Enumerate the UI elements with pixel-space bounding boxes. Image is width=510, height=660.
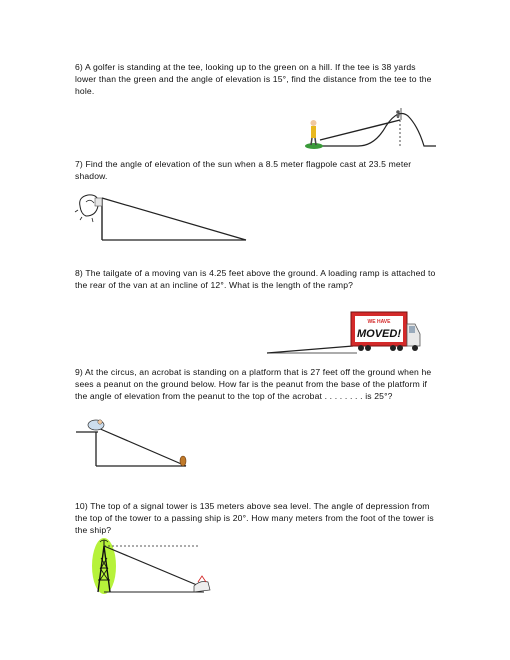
acrobat-figure [70, 416, 194, 470]
problem-8-text: 8) The tailgate of a moving van is 4.25 feet above the ground. A loading ramp is attached to the rear of the van at an incline of 12°. What is the length of the ramp? [75, 268, 436, 290]
flagpole-sun-figure [70, 192, 250, 244]
depression-line [104, 546, 204, 588]
elevation-line [98, 428, 186, 466]
acrobat-icon [88, 420, 104, 430]
flag-shape [95, 198, 102, 206]
truck-sign-top: WE HAVE [367, 319, 391, 325]
truck-sign-main: MOVED! [357, 328, 401, 340]
hill-outline [320, 114, 436, 146]
moving-van-figure [265, 306, 425, 358]
ship-icon [194, 576, 210, 592]
peanut-icon [180, 456, 186, 466]
problem-9-text: 9) At the circus, an acrobat is standing on a platform that is 27 feet off the ground when he sees a peanut on the ground below. How far is the peanut from the base of the platform if the angle of elevation from the peanut to the top of the acrobat . . . . . . . . is 25°? [75, 367, 432, 401]
problem-6-text: 6) A golfer is standing at the tee, looking up to the green on a hill. If the tee is 38 yards lower than the green and the angle of elevation is 15°, find the distance from the tee to the hole. [75, 62, 432, 96]
signal-tower-figure [82, 538, 214, 596]
ramp-line [267, 346, 353, 353]
problem-10-text: 10) The top of a signal tower is 135 meters above sea level. The angle of depression from the top of the tower to a passing ship is 20°. How many meters from the foot of the tower is the ship? [75, 501, 434, 535]
golfer-icon [305, 120, 323, 149]
sight-line [320, 120, 400, 140]
sun-ray-line [102, 198, 246, 240]
golf-hill-figure [300, 106, 440, 152]
problem-7-text: 7) Find the angle of elevation of the sun when a 8.5 meter flagpole cast at 23.5 meter shadow. [75, 159, 412, 181]
